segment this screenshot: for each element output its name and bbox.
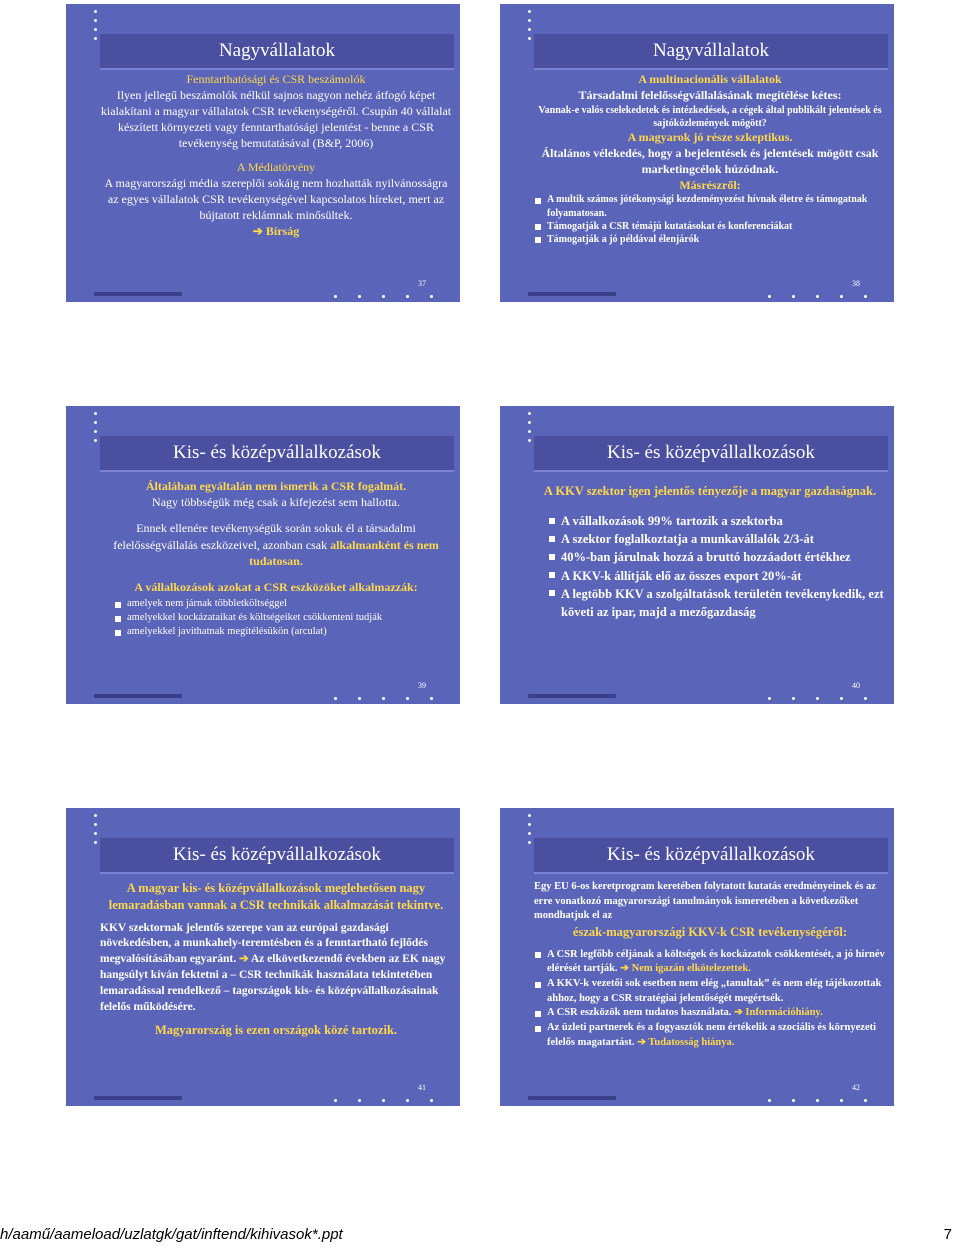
bullet-list: [534, 948, 886, 1051]
bottom-bar: [94, 1096, 432, 1102]
slide-title: Kis- és középvállalkozások: [100, 838, 454, 874]
slide-title: Nagyvállalatok: [534, 34, 888, 70]
list-item: A KKV-k állítják elő az összes export 20%-át: [548, 567, 886, 585]
page-number: 38: [852, 279, 860, 288]
slide-title: Nagyvállalatok: [100, 34, 454, 70]
heading: észak-magyarországi KKV-k CSR tevékenységéről:: [572, 925, 848, 940]
footer-path: h/aamű/aameload/uzlatgk/gat/inftend/kihivasok*.ppt: [0, 1226, 343, 1243]
heading: A magyar kis- és középvállalkozások meglehetősen nagy lemaradásban vannak a CSR technikák alkalmazását tekintve.: [108, 881, 444, 913]
bullet-list: [534, 512, 886, 621]
bullet-list: [534, 193, 886, 246]
heading: A Médiatörvény: [236, 159, 316, 174]
slide-39: [66, 406, 460, 704]
paragraph: Vannak-e valós cselekedetek és intézkedések, a cégek által publikált jelentések és sajtóközlemények mögött?: [538, 104, 882, 129]
page-number: 39: [418, 681, 426, 690]
paragraph: Ilyen jellegű beszámolók nélkül sajnos nagyon nehéz átfogó képet kialakítani a magyar vállalatok CSR tevékenységéről. Csupán 40 vállalat készített környezeti vagy fenntarthatósági jelentést - benne a CSR tevékenység bemutatásával (B&P, 2006): [100, 87, 452, 150]
page-number: 37: [418, 279, 426, 288]
paragraph: Nagy többségük még csak a kifejezést sem hallotta.: [152, 495, 400, 510]
bottom-bar: [528, 694, 866, 700]
list-item: Támogatják a jó példával élenjárók: [534, 233, 886, 246]
list-item: A legtöbb KKV a szolgáltatások területén tevékenykedik, ezt követi az ipar, majd a mezőgazdaság: [548, 585, 886, 621]
list-item: 40%-ban járulnak hozzá a bruttó hozzáadott értékhez: [548, 548, 886, 566]
heading: A KKV szektor igen jelentős tényezője a magyar gazdaságnak.: [543, 484, 877, 498]
slide-42: [500, 808, 894, 1106]
arrow-text: Bírság: [265, 223, 300, 238]
paragraph: Általános vélekedés, hogy a bejelentések és jelentések mögött csak marketingcélok húzódnak.: [541, 145, 879, 176]
list-item: amelyekkel javíthatnak megítélésükön (arculat): [114, 625, 452, 639]
slide-title: Kis- és középvállalkozások: [100, 436, 454, 472]
slide-41: [66, 808, 460, 1106]
bottom-bar: [528, 1096, 866, 1102]
list-item: amelyek nem járnak többletköltséggel: [114, 597, 452, 611]
heading: A multinacionális vállalatok: [638, 72, 782, 86]
heading: Magyarország is ezen országok közé tartozik.: [154, 1022, 398, 1037]
heading: A magyarok jó része szkeptikus.: [627, 130, 793, 145]
list-item: A multik számos jótékonysági kezdeményezést hívnak életre és támogatnak folyamatosan.: [534, 193, 886, 219]
list-item: A KKV-k vezetői sok esetben nem elég „tanultak” és nem elég tájékozottak ahhoz, hogy a CSR stratégiai jelentőségét megértsék.: [534, 977, 886, 1006]
paragraph: Ennek ellenére tevékenységük során sokuk él a társadalmi felelősségvállalás eszközeivel, azonban csak alkalmanként és nem tudatosan.: [113, 521, 439, 568]
bottom-bar: [528, 292, 866, 298]
heading: Társadalmi felelősségvállalásának megítélése kétes:: [578, 87, 842, 102]
bottom-bar: [94, 292, 432, 298]
paragraph: KKV szektornak jelentős szerepe van az európai gazdasági növekedésben, a munkahely-teremtésben és a fenntartható fejlődés megvalósításában egyaránt. ➔ Az elkövetkezendő években az EK nagy hangsúlyt kíván fektetni a – CSR technikák használata tekintetében lemaradással rendelkező – tagországok kis- és középvállalkozásainak felelős működésére.: [100, 921, 446, 1013]
paragraph: Általában egyáltalán nem ismerik a CSR fogalmát.: [145, 479, 407, 493]
arrow-item: ➔ Bírság: [252, 223, 300, 238]
list-item: A CSR legfőbb céljának a költségek és kockázatok csökkentését, a jó hírnév elérését tartják. ➔ Nem igazán elkötelezettek.: [534, 948, 886, 977]
slide-title: Kis- és középvállalkozások: [534, 838, 888, 874]
bullet-list: [100, 597, 452, 640]
heading: A vállalkozások azokat a CSR eszközöket alkalmazzák:: [134, 579, 418, 594]
bottom-bar: [94, 694, 432, 700]
slide-40: [500, 406, 894, 704]
paragraph: Egy EU 6-os keretprogram keretében folytatott kutatás eredményeinek és az erre vonatkozó magyarországi tanulmányok ismeretében a következőket mondhatjuk el az: [534, 881, 876, 922]
paragraph: A magyarországi média szereplői sokáig nem hozhatták nyilvánosságra az egyes vállalatok CSR tevékenységével kapcsolatos híreket, mert az bújtatott reklámnak minősültek.: [104, 175, 448, 222]
page-number: 42: [852, 1083, 860, 1092]
slide-37: [66, 4, 460, 302]
subtitle: Fenntarthatósági és CSR beszámolók: [186, 72, 366, 86]
list-item: A szektor foglalkoztatja a munkavállalók 2/3-át: [548, 530, 886, 548]
slide-38: [500, 4, 894, 302]
list-item: Támogatják a CSR témájú kutatásokat és konferenciákat: [534, 220, 886, 233]
list-item: Az üzleti partnerek és a fogyasztók nem értékelik a szociális és környezeti felelős magatartást. ➔ Tudatosság hiánya.: [534, 1021, 886, 1050]
list-item: amelyekkel kockázataikat és költségeiket csökkenteni tudják: [114, 611, 452, 625]
list-item: A CSR eszközök nem tudatos használata. ➔ Információhiány.: [534, 1006, 886, 1021]
heading: Másrészről:: [679, 177, 741, 192]
list-item: A vállalkozások 99% tartozik a szektorba: [548, 512, 886, 530]
page-number: 40: [852, 681, 860, 690]
page-number: 41: [418, 1083, 426, 1092]
footer-page-number: 7: [943, 1226, 952, 1243]
slide-title: Kis- és középvállalkozások: [534, 436, 888, 472]
